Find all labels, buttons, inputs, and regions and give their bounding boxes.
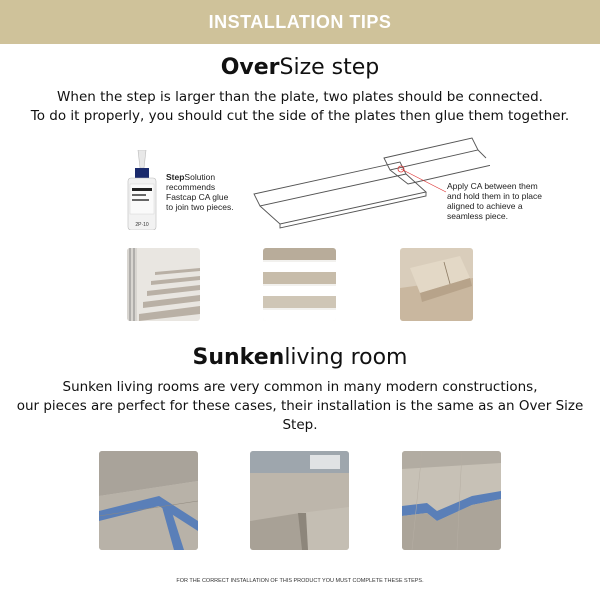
glue-recommendation-note (166, 172, 236, 212)
photo-sunken-room-3 (402, 451, 501, 550)
sunken-title-bold: Sunken (192, 345, 285, 370)
oversize-line-2: To do it properly, you should cut the side of the plates then glue them together. (30, 108, 570, 124)
brand-step: Step (166, 172, 185, 182)
oversize-title-bold: Over (220, 55, 280, 80)
sunken-line-1: Sunken living rooms are very common in many modern constructions, (62, 379, 538, 395)
brand-solution: Solution (184, 172, 216, 182)
glue-recommendation-text: recommends Fastcap CA glue to join two pieces. (166, 182, 234, 212)
glue-application-note: Apply CA between them and hold them in to place aligned to achieve a seamless piece. (447, 181, 542, 221)
glue-bottle-image (124, 150, 160, 230)
photo-sunken-room-2 (250, 451, 349, 550)
oversize-title-light: Size step (279, 55, 380, 80)
header-title: INSTALLATION TIPS (208, 12, 392, 32)
sunken-title (0, 345, 600, 370)
oversize-description (0, 88, 600, 126)
photo-staircase-white-risers (127, 248, 200, 321)
photo-oversize-steps (263, 248, 336, 321)
oversize-line-1: When the step is larger than the plate, two plates should be connected. (57, 89, 543, 105)
sunken-line-2: our pieces are perfect for these cases, their installation is the same as an Over Size Step. (16, 398, 584, 433)
sunken-title-light: living room (284, 345, 408, 370)
bottle-label: 2P·10 (135, 222, 149, 228)
sunken-description (0, 378, 600, 435)
photo-glued-plates (400, 248, 473, 321)
oversize-title (0, 55, 600, 80)
header-banner (0, 0, 600, 44)
footer-note: FOR THE CORRECT INSTALLATION OF THIS PRODUCT YOU MUST COMPLETE THESE STEPS. (176, 578, 424, 584)
photo-sunken-room-1 (99, 451, 198, 550)
